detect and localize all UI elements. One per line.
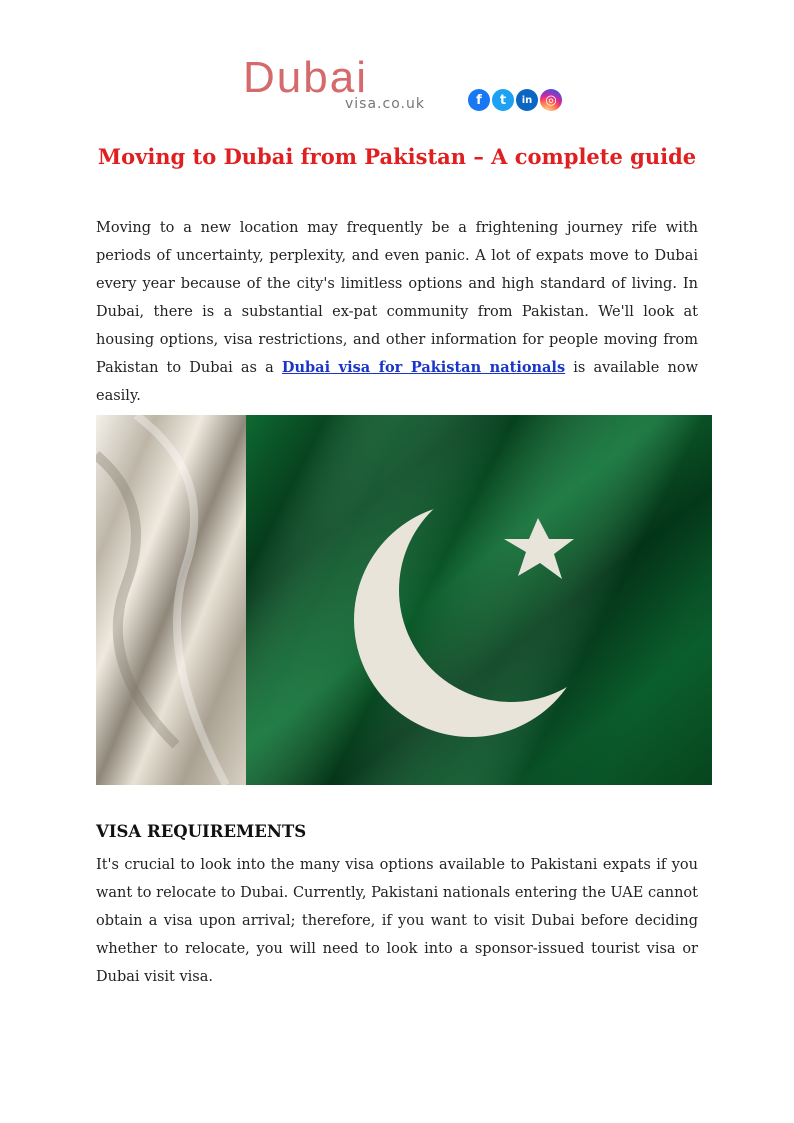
facebook-glyph: f: [476, 92, 482, 108]
twitter-glyph: t: [499, 92, 507, 108]
pakistan-flag-image: [96, 415, 712, 785]
linkedin-glyph: in: [521, 94, 533, 106]
instagram-glyph: ◎: [545, 92, 557, 108]
intro-text-after: is available now easily.: [96, 360, 698, 404]
header: [0, 52, 794, 122]
visa-requirements-paragraph: It's crucial to look into the many visa options available to Pakistani expats if you want to relocate to Dubai. Currently, Pakistani nationals entering the UAE cannot obtain a visa upon arrival; therefore, if you want to visit Dubai before deciding whether to relocate, you will need to look into a sponsor-issued tourist visa or Dubai visit visa.: [96, 857, 698, 985]
dubai-visa-pakistan-link[interactable]: Dubai visa for Pakistan nationals: [281, 359, 566, 376]
twitter-icon[interactable]: [492, 89, 514, 111]
facebook-icon[interactable]: [468, 89, 490, 111]
social-links: [468, 89, 562, 111]
logo-main-text: Dubai: [243, 53, 368, 102]
page-title: Moving to Dubai from Pakistan – A complete guide: [97, 144, 697, 169]
dubai-visa-logo[interactable]: [243, 53, 453, 116]
linkedin-icon[interactable]: [516, 89, 538, 111]
instagram-icon[interactable]: [540, 89, 562, 111]
intro-paragraph: [96, 214, 698, 410]
logo-sub-text: visa.co.uk: [345, 96, 425, 112]
visa-requirements-heading: VISA REQUIREMENTS: [96, 822, 307, 841]
intro-text-before: Moving to a new location may frequently be a frightening journey rife with periods of uncertainty, perplexity, and even panic. A lot of expats move to Dubai every year because of the city's limitless options and high standard of living. In Dubai, there is a substantial ex-pat community from Pakistan. We'll look at housing options, visa restrictions, and other information for people moving from Pakistan to Dubai as a: [96, 220, 698, 376]
